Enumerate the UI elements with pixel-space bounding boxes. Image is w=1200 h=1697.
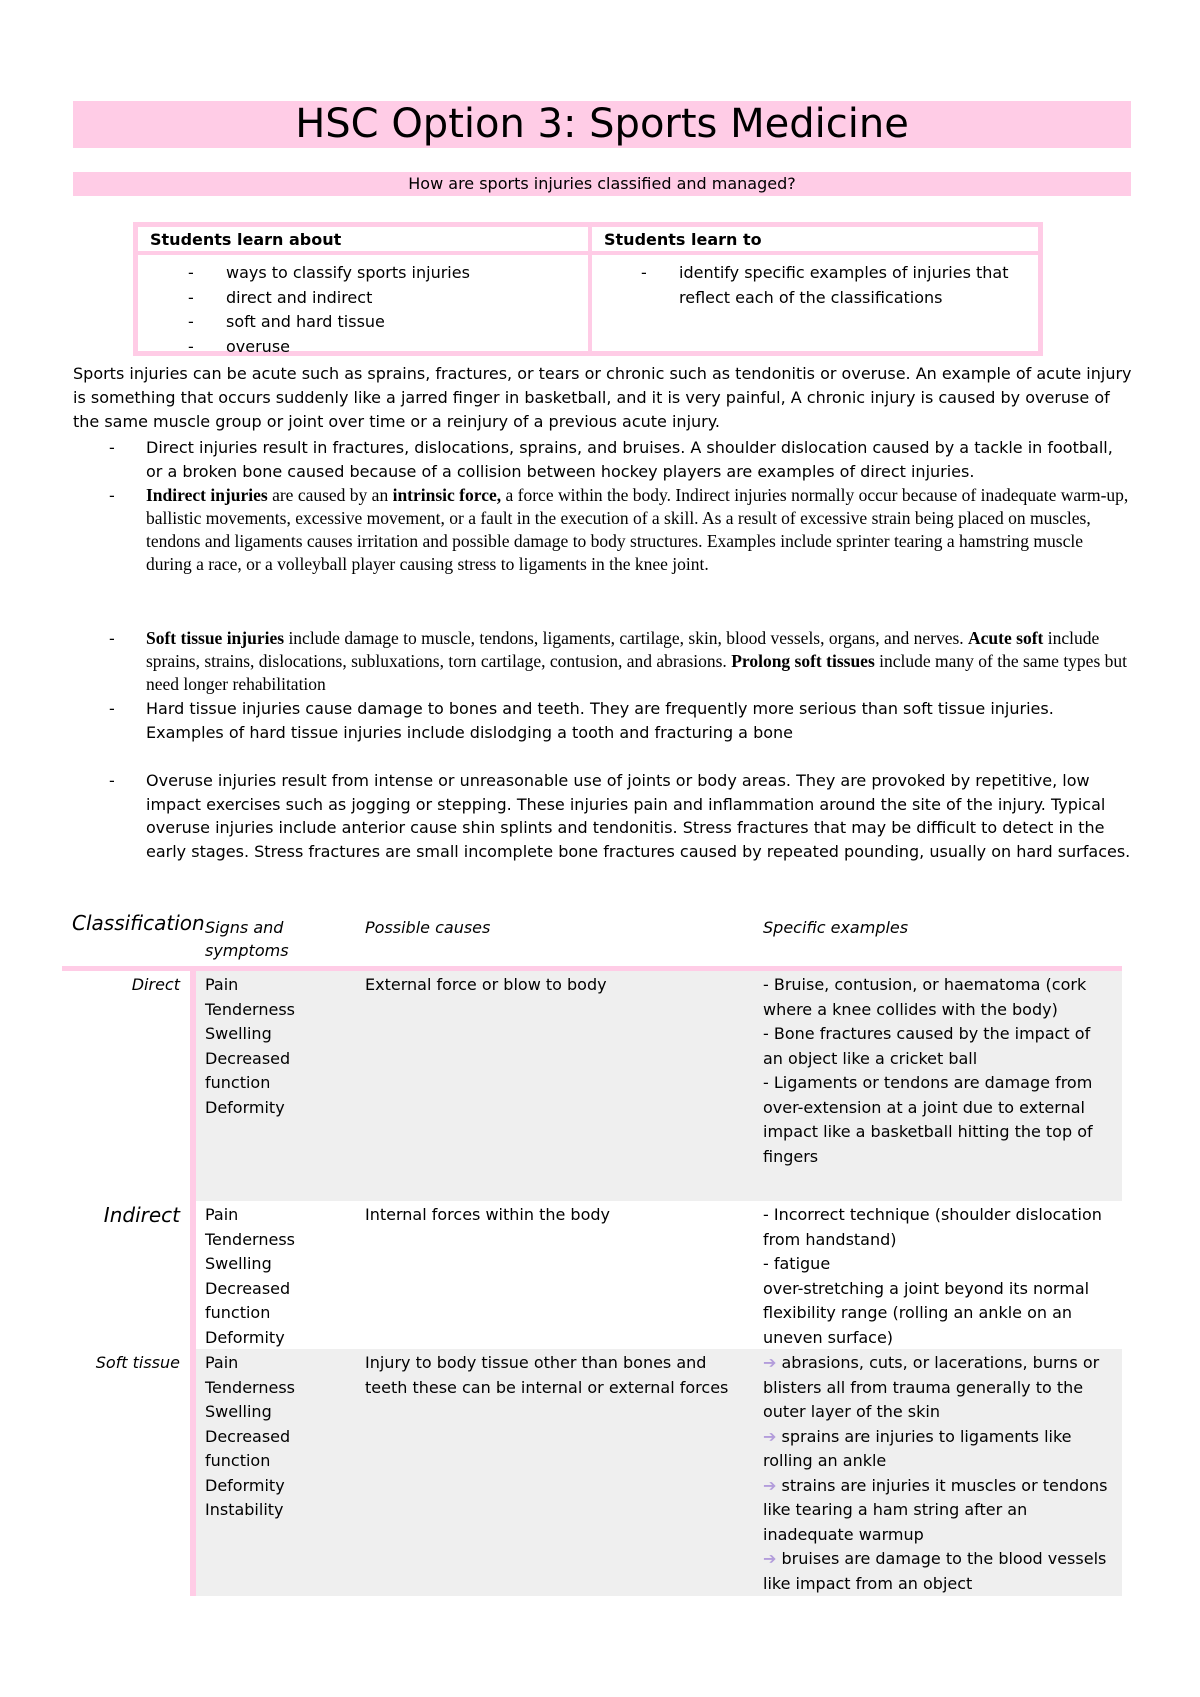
arrow-icon: ➔ <box>763 1426 777 1446</box>
cause-cell: External force or blow to body <box>365 975 607 994</box>
list-item: - direct and indirect <box>188 286 578 311</box>
example-item: - Incorrect technique (shoulder dislocation from handstand) <box>763 1205 1102 1249</box>
row-label: Direct <box>131 975 180 994</box>
example-item <box>763 1351 1113 1425</box>
row-label: Soft tissue <box>95 1353 180 1372</box>
cause-cell: Injury to body tissue other than bones and teeth these can be internal or external forces <box>365 1353 729 1397</box>
intrinsic-term: intrinsic force, <box>392 485 502 505</box>
row-divider <box>190 1349 196 1596</box>
example-item: - Ligaments or tendons are damage from over-extension at a joint due to external impact like a basketball hitting the top of fingers <box>763 1073 1093 1166</box>
acute-soft-term: Acute soft <box>968 628 1044 648</box>
indirect-text: are caused by an <box>267 485 393 505</box>
learn-about-list <box>188 261 578 359</box>
acute-soft-text: include sprains, strains, dislocations, subluxations, torn cartilage, contusion, and abrasions. <box>146 628 1100 671</box>
soft-tissue-term: Soft tissue injuries <box>146 628 285 648</box>
sign-item: Tenderness <box>205 999 295 1019</box>
learn-about-header: Students learn about <box>138 227 588 255</box>
header-causes: Possible causes <box>365 918 491 937</box>
sign-item: Decreased <box>205 1278 291 1298</box>
indirect-injuries-bullet <box>73 484 1133 576</box>
sign-item: Pain <box>205 975 239 994</box>
page-subtitle: How are sports injuries classified and managed? <box>73 172 1131 196</box>
list-item: - soft and hard tissue <box>188 310 578 335</box>
example-text: bruises are damage to the blood vessels like impact from an object <box>763 1549 1107 1593</box>
example-text: sprains are injuries to ligaments like rolling an ankle <box>763 1426 1072 1470</box>
direct-injuries-text: Direct injuries result in fractures, dislocations, sprains, and bruises. A shoulder dislocation caused by a tackle in football, or a broken bone caused because of a collision between hockey players are examples of direct injuries. <box>146 438 1113 481</box>
arrow-icon: ➔ <box>763 1549 777 1568</box>
overuse-text: Overuse injuries result from intense or unreasonable use of joints or body areas. They are provoked by repetitive, low impact exercises such as jogging or stepping. These injuries pain and inflammation around the site of the injury. Typical overuse injuries include anterior cause shin splints and tendonitis. Stress fractures that may be difficult to detect in the early stages. Stress fractures are small incomplete bone fractures caused by repeated pounding, usually on hard surfaces. <box>146 771 1131 861</box>
overuse-bullet <box>73 769 1133 863</box>
examples-cell <box>763 1203 1113 1350</box>
row-label: Indirect <box>103 1203 180 1227</box>
example-text: abrasions, cuts, or lacerations, burns or blisters all from trauma generally to the outer layer of the skin <box>763 1353 1100 1421</box>
list-item: - overuse <box>188 335 578 360</box>
row-divider <box>190 971 196 1201</box>
bullet-dash: - <box>109 438 115 457</box>
sign-item: Deformity <box>205 1475 285 1495</box>
sign-item: Tenderness <box>205 1229 295 1249</box>
bullet-dash: - <box>109 486 115 505</box>
header-signs: Signs and symptoms <box>205 918 289 960</box>
sign-item: function <box>205 1303 271 1322</box>
bullet-dash: - <box>109 699 115 718</box>
sign-item: Decreased <box>205 1048 291 1068</box>
sign-item: function <box>205 1073 271 1092</box>
sign-item: Deformity <box>205 1097 285 1117</box>
prolong-soft-term: Prolong soft tissues <box>731 651 875 671</box>
example-item: - fatigue <box>763 1254 831 1273</box>
learn-to-list <box>641 261 1021 310</box>
hard-tissue-bullet <box>73 697 1133 744</box>
signs-cell <box>205 973 355 1120</box>
list-item: - ways to classify sports injuries <box>188 261 578 286</box>
learn-table <box>133 222 1043 356</box>
list-item: - identify specific examples of injuries that reflect each of the classifications <box>641 261 1021 310</box>
direct-injuries-bullet <box>73 436 1133 483</box>
sign-item: Pain <box>205 1353 239 1372</box>
signs-cell <box>205 1203 355 1350</box>
sign-item: Swelling <box>205 1402 272 1421</box>
arrow-icon: ➔ <box>763 1475 777 1495</box>
indirect-text-2: a force within the body. Indirect injuries normally occur because of inadequate warm-up, ballistic movements, excessive movement, or a fault in the execution of a skill. As a result of excessive strain being placed on muscles, tendons and ligaments causes irritation and possible damage to body structures. Examples include sprinter tearing a hamstring muscle during a race, or a volleyball player causing stress to ligaments in the knee joint. <box>146 485 1129 574</box>
table-row-direct <box>62 971 1122 1201</box>
examples-cell <box>763 973 1113 1169</box>
hard-tissue-text: Hard tissue injuries cause damage to bones and teeth. They are frequently more serious than soft tissue injuries. Examples of hard tissue injuries include dislodging a tooth and fracturing a bone <box>146 699 1054 742</box>
table-row-indirect <box>62 1201 1122 1349</box>
example-item: - Bone fractures caused by the impact of an object like a cricket ball <box>763 1024 1091 1068</box>
cause-cell: Internal forces within the body <box>365 1205 610 1224</box>
bullet-dash: - <box>109 629 115 648</box>
intro-paragraph: Sports injuries can be acute such as sprains, fractures, or tears or chronic such as tendonitis or overuse. An example of acute injury is something that occurs suddenly like a jarred finger in basketball, and it is very painful, A chronic injury is caused by overuse of the same muscle group or joint over time or a reinjury of a previous acute injury. <box>73 364 1132 431</box>
header-classification: Classification <box>72 911 205 935</box>
example-item <box>763 1474 1113 1548</box>
sign-item: Instability <box>205 1500 284 1519</box>
sign-item: Swelling <box>205 1024 272 1043</box>
indirect-term: Indirect injuries <box>146 485 268 505</box>
table-header <box>62 910 1122 971</box>
example-item: over-stretching a joint beyond its normal flexibility range (rolling an ankle on an uneven surface) <box>763 1278 1090 1347</box>
example-text: strains are injuries it muscles or tendons like tearing a ham string after an inadequate warmup <box>763 1475 1108 1544</box>
row-divider <box>190 1201 196 1349</box>
example-item <box>763 1425 1113 1474</box>
signs-cell <box>205 1351 355 1523</box>
sign-item: Tenderness <box>205 1377 295 1397</box>
soft-tissue-bullet <box>73 627 1133 696</box>
bullet-dash: - <box>109 771 115 790</box>
header-examples: Specific examples <box>763 918 909 937</box>
examples-cell <box>763 1351 1113 1596</box>
column-divider <box>588 227 592 351</box>
table-row-soft-tissue <box>62 1349 1122 1596</box>
soft-tissue-text: include damage to muscle, tendons, ligaments, cartilage, skin, blood vessels, organs, and nerves. <box>284 628 969 648</box>
page-title: HSC Option 3: Sports Medicine <box>73 101 1131 148</box>
prolong-soft-text: include many of the same types but need longer rehabilitation <box>146 651 1127 694</box>
sign-item: Pain <box>205 1205 239 1224</box>
example-item <box>763 1547 1113 1596</box>
sign-item: Swelling <box>205 1254 272 1273</box>
sign-item: Deformity <box>205 1327 285 1347</box>
sign-item: Decreased <box>205 1426 291 1446</box>
sign-item: function <box>205 1451 271 1470</box>
example-item: - Bruise, contusion, or haematoma (cork where a knee collides with the body) <box>763 975 1087 1019</box>
arrow-icon: ➔ <box>763 1353 777 1372</box>
learn-to-header: Students learn to <box>592 227 1038 255</box>
